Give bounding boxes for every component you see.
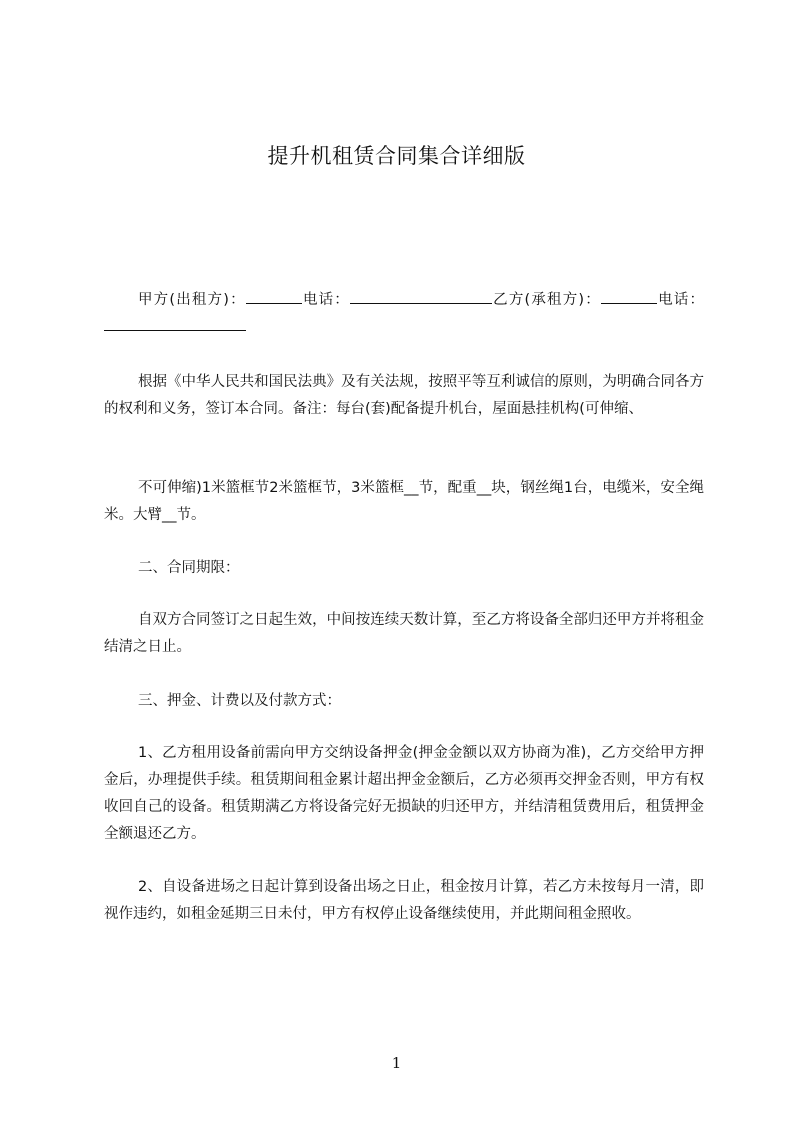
phone-a-blank [350,289,492,304]
page-number: 1 [391,1054,402,1072]
section-3-heading: 三、押金、计费以及付款方式： [138,693,341,709]
intro-paragraph: 根据《中华人民共和国民法典》及有关法规，按照平等互利诚信的原则，为明确合同各方的权利和义务，签订本合同。备注：每台(套)配备提升机台，屋面悬挂机构(可伸缩、 [104,374,704,417]
party-b-blank [601,289,657,304]
section-2-heading: 二、合同期限： [138,560,240,576]
phone-label-a: 电话： [301,292,350,308]
phone-b-blank [104,316,246,331]
party-b-label: 乙方(承租方)： [492,292,601,308]
section-3-item-1: 1、乙方租用设备前需向甲方交纳设备押金(押金金额以双方协商为准)，乙方交给甲方押金后，办理提供手续。租赁期间租金累计超出押金金额后，乙方必须再交押金否则，甲方有权收回自己的设备。租赁期满乙方将设备完好无损缺的归还甲方，并结清租赁费用后，租赁押金全额退还乙方。 [104,745,704,842]
document-title: 提升机租赁合同集合详细版 [267,144,526,168]
parties-line [104,287,704,341]
phone-label-b: 电话： [656,292,704,308]
party-a-blank [246,289,302,304]
section-3-item-2: 2、自设备进场之日起计算到设备出场之日止，租金按月计算，若乙方未按每月一清，即视作违约，如租金延期三日未付，甲方有权停止设备继续使用，并此期间租金照收。 [104,879,704,922]
config-paragraph: 不可伸缩)1米篮框节2米篮框节，3米篮框__节，配重__块，钢丝绳1台，电缆米，安全绳米。大臂__节。 [104,480,704,523]
party-a-label: 甲方(出租方)： [138,292,246,308]
section-2-body: 自双方合同签订之日起生效，中间按连续天数计算，至乙方将设备全部归还甲方并将租金结清之日止。 [104,612,704,655]
